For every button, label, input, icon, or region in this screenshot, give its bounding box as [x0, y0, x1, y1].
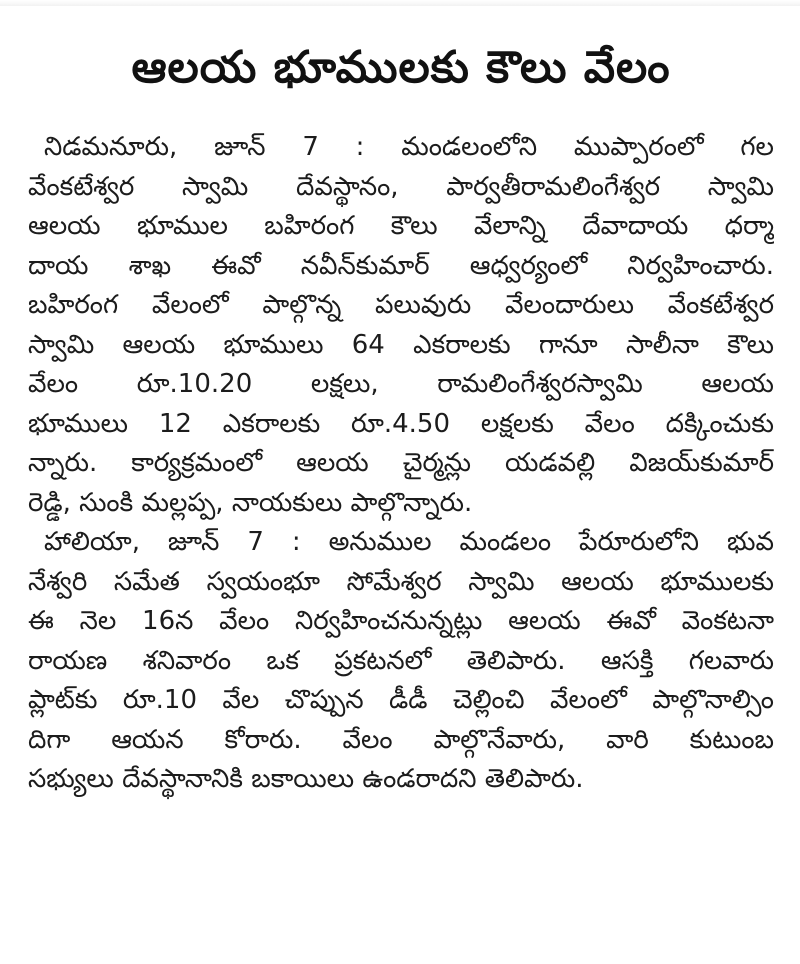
text-line: వేలం రూ.10.20 లక్షలు, రామలింగేశ్వరస్వామి ఆలయ [28, 369, 774, 399]
text-line: దిగా ఆయన కోరారు. వేలం పాల్గొనేవారు, వారి కుటుంబ [28, 724, 774, 755]
text-line: ఈ నెల 16న వేలం నిర్వహించనున్నట్లు ఆలయ ఈవో వెంకటనా [28, 606, 774, 636]
text-line: దాయ శాఖ ఈవో నవీన్‌కుమార్ ఆధ్వర్యంలో నిర్వహించారు. [28, 250, 774, 281]
text-line: రాయణ శనివారం ఒక ప్రకటనలో తెలిపారు. ఆసక్తి గలవారు [28, 645, 774, 676]
text-line: ఆలయ భూముల బహిరంగ కౌలు వేలాన్ని దేవాదాయ ధర్మా [28, 211, 774, 241]
text-line: వేంకటేశ్వర స్వామి దేవస్థానం, పార్వతీరామలింగేశ్వర స్వామి [28, 171, 774, 202]
text-line: నేశ్వరి సమేత స్వయంభూ సోమేశ్వర స్వామి ఆలయ భూములకు [28, 566, 774, 597]
text-line: రెడ్డి, సుంకి మల్లప్ప, నాయకులు పాల్గొన్నారు. [28, 487, 473, 518]
headline: ఆలయ భూములకు కౌలు వేలం [131, 42, 671, 93]
top-rule [0, 0, 800, 6]
paragraph-haliya [28, 523, 774, 800]
text-line: హాలియా, జూన్ 7 : అనుముల మండలం పేరూరులోని భువ [44, 527, 774, 557]
text-line: ప్లాట్‌కు రూ.10 వేల చొప్పున డీడీ చెల్లించి వేలంలో పాల్గొనాల్సిం [28, 685, 774, 715]
text-line: స్వామి ఆలయ భూములు 64 ఎకరాలకు గానూ సాలీనా కౌలు [28, 329, 774, 360]
text-line: బహిరంగ వేలంలో పాల్గొన్న పలువురు వేలందారులు వేంకటేశ్వర [28, 290, 774, 320]
paragraph-nidamanuru [28, 128, 774, 523]
text-line: భూములు 12 ఎకరాలకు రూ.4.50 లక్షలకు వేలం దక్కించుకు [28, 408, 774, 439]
text-line: నిడమనూరు, జూన్ 7 : మండలంలోని ముప్పారంలో గల [44, 132, 774, 162]
article-body [28, 128, 774, 800]
text-line: సభ్యులు దేవస్థానానికి బకాయిలు ఉండరాదని తెలిపారు. [28, 764, 584, 794]
text-line: న్నారు. కార్యక్రమంలో ఆలయ చైర్మన్లు యడవల్లి విజయ్‌కుమార్ [28, 448, 774, 478]
